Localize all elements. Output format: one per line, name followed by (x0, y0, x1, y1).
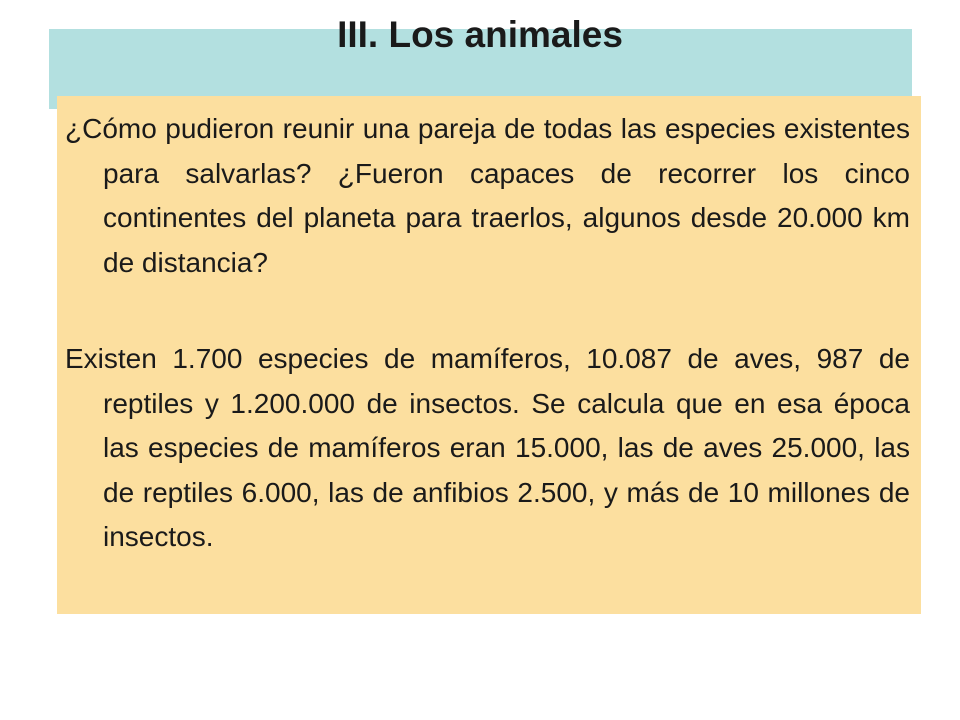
paragraph-question: ¿Cómo pudieron reunir una pareja de todas las especies existentes para salvarlas? ¿Fueron capaces de recorrer los cinco continentes del planeta para traerlos, algunos desde 20.000 km de distancia? (65, 113, 910, 278)
paragraph-species-counts: Existen 1.700 especies de mamíferos, 10.087 de aves, 987 de reptiles y 1.200.000 de insectos. Se calcula que en esa época las especies de mamíferos eran 15.000, las de aves 25.000, las de reptiles 6.000, las de anfibios 2.500, y más de 10 millones de insectos. (65, 343, 910, 552)
slide-title: III. Los animales (337, 14, 623, 55)
